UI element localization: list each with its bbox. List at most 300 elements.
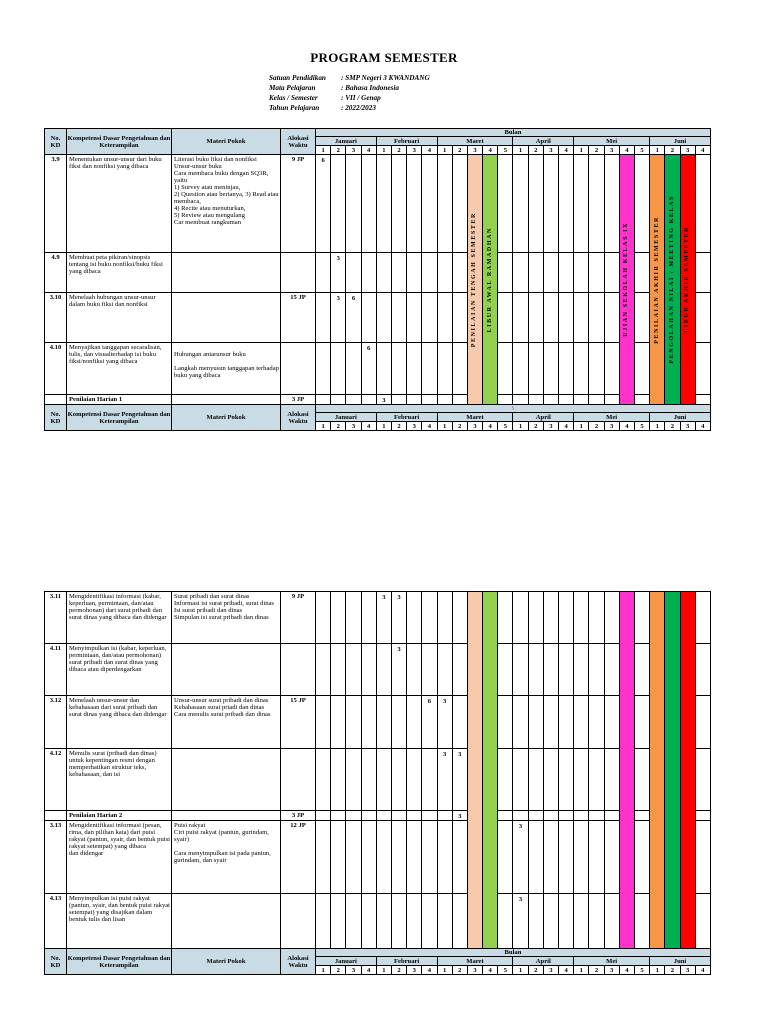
week-cell [331, 592, 346, 644]
meta-value: : SMP Negeri 3 KWANDANG [341, 74, 430, 82]
materi-pokok: Unsur-unsur surat pribadi dan dinas Kebahasaan surat priadi dan dinas Cara menulis surat pribadi dan dinas [172, 696, 281, 749]
week-cell [376, 696, 391, 749]
week-number: 3 [543, 422, 558, 431]
week-cell [498, 293, 513, 343]
week-cell [316, 592, 331, 644]
week-cell [695, 293, 710, 343]
week-cell [498, 894, 513, 949]
week-cell [452, 821, 467, 894]
week-cell: 6 [422, 696, 437, 749]
week-number: 2 [391, 146, 406, 155]
week-cell: 3 [376, 395, 391, 405]
meta-row [269, 93, 430, 103]
week-cell [422, 749, 437, 811]
marker-label: LIBUR AKHIR SEMESTER [684, 226, 691, 333]
schedule-table-top [44, 128, 711, 431]
table-row [45, 696, 711, 749]
week-cell: 6 [316, 155, 331, 253]
week-cell [604, 749, 619, 811]
week-cell [437, 253, 452, 293]
week-cell [559, 253, 574, 293]
week-cell [589, 644, 604, 696]
kd-number: 4.11 [45, 644, 67, 696]
week-cell [346, 155, 361, 253]
week-number: 2 [665, 966, 680, 975]
kd-description: Menyimpulkan isi (kabar, keperluan, permintaan, dan/atau permohonan) surat pribadi dan surat dinas yang dibaca atau diperdengarkan [67, 644, 172, 696]
week-cell [391, 894, 406, 949]
week-number: 1 [376, 422, 391, 431]
week-cell [407, 894, 422, 949]
week-number: 2 [331, 966, 346, 975]
week-cell [513, 749, 528, 811]
week-cell: 6 [361, 343, 376, 395]
week-number: 3 [467, 422, 482, 431]
week-cell [361, 696, 376, 749]
week-cell [604, 293, 619, 343]
week-cell [346, 395, 361, 405]
week-cell [513, 592, 528, 644]
kd-description: Penilaian Harian 2 [67, 811, 172, 821]
alokasi-waktu [281, 894, 316, 949]
week-number: 1 [376, 966, 391, 975]
week-number: 5 [634, 422, 649, 431]
week-number: 1 [437, 422, 452, 431]
week-cell [589, 749, 604, 811]
kd-description: Menulis surat (pribadi dan dinas) untuk kepentingan resmi dengan memperhatikan struktur teks, kebahasaan, dan isi [67, 749, 172, 811]
week-cell [695, 253, 710, 293]
week-cell [559, 696, 574, 749]
month-februari: Februari [376, 137, 437, 146]
week-cell [316, 696, 331, 749]
week-cell [376, 343, 391, 395]
week-number: 3 [346, 422, 361, 431]
week-cell [498, 253, 513, 293]
week-cell [634, 811, 649, 821]
week-number: 3 [346, 146, 361, 155]
kd-number: 3.10 [45, 293, 67, 343]
week-number: 4 [483, 966, 498, 975]
materi-pokok [172, 644, 281, 696]
week-cell [589, 811, 604, 821]
month-mei: Mei [574, 957, 650, 966]
week-cell [361, 894, 376, 949]
table-row [45, 343, 711, 395]
week-cell [452, 155, 467, 253]
materi-pokok [172, 395, 281, 405]
kd-number [45, 811, 67, 821]
week-cell [559, 644, 574, 696]
week-cell [346, 749, 361, 811]
week-cell [604, 253, 619, 293]
week-cell [589, 293, 604, 343]
week-number: 1 [513, 146, 528, 155]
week-number: 3 [346, 966, 361, 975]
week-number: 3 [543, 966, 558, 975]
header-kompetensi: Kompetensi Dasar Pengetahuan dan Keterampilan [67, 405, 172, 431]
meta-row [269, 83, 430, 93]
week-cell [422, 343, 437, 395]
week-cell [604, 395, 619, 405]
week-cell [391, 749, 406, 811]
week-cell [695, 821, 710, 894]
week-number: 1 [316, 146, 331, 155]
header-alokasi: Alokasi Waktu [281, 949, 316, 975]
meta-value: : 2022/2023 [341, 104, 376, 112]
week-cell [559, 811, 574, 821]
week-cell [498, 343, 513, 395]
header-materi: Materi Pokok [172, 405, 281, 431]
week-cell [634, 395, 649, 405]
week-number: 2 [452, 146, 467, 155]
week-cell [513, 395, 528, 405]
week-cell [528, 749, 543, 811]
materi-pokok: Hubungan antarunsur buku Langkah menyusun tanggapan terhadap buku yang dibaca [172, 343, 281, 395]
week-cell [528, 253, 543, 293]
week-number: 4 [361, 966, 376, 975]
materi-pokok [172, 749, 281, 811]
week-cell [316, 811, 331, 821]
week-cell [361, 644, 376, 696]
week-number: 2 [452, 422, 467, 431]
week-cell [391, 696, 406, 749]
week-number: 5 [634, 146, 649, 155]
week-cell: 3 [391, 592, 406, 644]
header-kompetensi: Kompetensi Dasar Pengetahuan dan Keterampilan [67, 129, 172, 155]
kd-number: 4.10 [45, 343, 67, 395]
week-cell [589, 821, 604, 894]
week-number: 3 [604, 966, 619, 975]
header-bulan: Bulan [316, 949, 711, 957]
week-cell [346, 894, 361, 949]
alokasi-waktu: 3 JP [281, 395, 316, 405]
week-cell [316, 395, 331, 405]
week-cell [407, 696, 422, 749]
week-cell [422, 395, 437, 405]
week-number: 3 [604, 422, 619, 431]
alokasi-waktu: 9 JP [281, 155, 316, 253]
week-cell [361, 253, 376, 293]
month-april: April [513, 137, 574, 146]
month-mei: Mei [574, 137, 650, 146]
week-cell [498, 696, 513, 749]
header-materi: Materi Pokok [172, 129, 281, 155]
week-cell [528, 811, 543, 821]
kd-number: 4.12 [45, 749, 67, 811]
week-cell [407, 749, 422, 811]
header-alokasi: Alokasi Waktu [281, 129, 316, 155]
week-cell [346, 644, 361, 696]
week-cell [422, 592, 437, 644]
week-cell [574, 696, 589, 749]
alokasi-waktu [281, 343, 316, 395]
meta-row [269, 103, 430, 113]
week-cell [543, 696, 558, 749]
week-cell [361, 821, 376, 894]
schedule-marker-band [467, 592, 482, 949]
week-number: 3 [680, 422, 695, 431]
header-materi: Materi Pokok [172, 949, 281, 975]
week-cell [574, 821, 589, 894]
table-row [45, 894, 711, 949]
week-number: 1 [316, 966, 331, 975]
week-cell [376, 749, 391, 811]
week-cell [437, 592, 452, 644]
week-number: 4 [483, 422, 498, 431]
meta-value: : Bahasa Indonesia [341, 84, 399, 92]
week-cell [574, 343, 589, 395]
week-cell [316, 343, 331, 395]
week-cell [346, 821, 361, 894]
kd-description: Mengidentifikasi informasi (pesan, rima, dan pilihan kata) dari puisi rakyat (pantun, syair, dan bentuk puisi rakyat setempat) yang dibaca dan didengar [67, 821, 172, 894]
week-number: 1 [574, 966, 589, 975]
schedule-marker-band [650, 592, 665, 949]
kd-number: 3.12 [45, 696, 67, 749]
header-bulan: Bulan [316, 129, 711, 137]
week-cell [422, 894, 437, 949]
week-cell: 3 [376, 592, 391, 644]
week-cell [528, 395, 543, 405]
week-cell [498, 644, 513, 696]
week-cell [513, 811, 528, 821]
week-cell [559, 293, 574, 343]
week-number: 1 [376, 146, 391, 155]
week-cell: 3 [437, 749, 452, 811]
materi-pokok: Literasi buku fiksi dan nonfiksi Unsur-unsur buku Cara membaca buku dengan SQ3R, yaitu 1) Survey atau meninjau, 2) Question atau bertanya, 3) Read atau membaca, 4) Recite atau menuturkan, 5) Review atau mengulang Car membuat rangkuman [172, 155, 281, 253]
week-number: 5 [498, 422, 513, 431]
week-cell: 6 [346, 293, 361, 343]
week-number: 4 [559, 966, 574, 975]
week-cell [589, 343, 604, 395]
alokasi-waktu: 9 JP [281, 592, 316, 644]
week-cell [559, 749, 574, 811]
materi-pokok [172, 253, 281, 293]
week-cell: 3 [331, 293, 346, 343]
kd-number: 3.9 [45, 155, 67, 253]
week-cell [316, 894, 331, 949]
week-number: 4 [695, 422, 710, 431]
week-cell [574, 592, 589, 644]
alokasi-waktu: 12 JP [281, 821, 316, 894]
month-april: April [513, 413, 574, 422]
table-row [45, 644, 711, 696]
week-cell [634, 749, 649, 811]
header-row [45, 405, 711, 413]
schedule-marker-band [619, 592, 634, 949]
month-juni: Juni [650, 413, 711, 422]
month-maret: Maret [437, 413, 513, 422]
kd-description: Menyimpulkan isi puisi rakyat (pantun, syair, dan bentuk puisi rakyat setempat) yang disajikan dalam bentuk tulis dan lisan [67, 894, 172, 949]
week-number: 3 [680, 966, 695, 975]
kd-number [45, 395, 67, 405]
week-number: 2 [528, 422, 543, 431]
month-februari: Februari [376, 957, 437, 966]
week-cell [437, 343, 452, 395]
month-januari: Januari [316, 137, 377, 146]
document-meta [269, 73, 430, 113]
week-cell [695, 395, 710, 405]
kd-description: Menelaah hubungan unsur-unsur dalam buku fiksi dan nonfiksi [67, 293, 172, 343]
week-number: 5 [498, 966, 513, 975]
week-cell [422, 155, 437, 253]
week-number: 4 [361, 422, 376, 431]
week-cell [528, 592, 543, 644]
week-cell [376, 894, 391, 949]
kd-number: 4.13 [45, 894, 67, 949]
week-number: 4 [695, 966, 710, 975]
week-cell [543, 894, 558, 949]
week-cell [422, 293, 437, 343]
week-cell [376, 644, 391, 696]
marker-label: PENILAIAN TENGAH SEMESTER [471, 211, 478, 348]
week-cell [452, 395, 467, 405]
week-cell [437, 644, 452, 696]
week-cell [331, 696, 346, 749]
week-cell [407, 155, 422, 253]
week-cell [604, 155, 619, 253]
week-cell: 3 [452, 811, 467, 821]
week-number: 2 [391, 966, 406, 975]
schedule-table-bottom [44, 591, 711, 975]
week-cell: 3 [513, 821, 528, 894]
week-cell [391, 821, 406, 894]
week-cell [574, 293, 589, 343]
week-cell [528, 343, 543, 395]
week-cell [498, 592, 513, 644]
week-cell [543, 343, 558, 395]
week-cell [316, 644, 331, 696]
week-number: 5 [634, 966, 649, 975]
kd-number: 3.11 [45, 592, 67, 644]
week-number: 4 [361, 146, 376, 155]
week-cell [543, 592, 558, 644]
week-cell [589, 395, 604, 405]
week-cell [452, 592, 467, 644]
month-februari: Februari [376, 413, 437, 422]
week-number: 4 [483, 146, 498, 155]
week-cell [574, 155, 589, 253]
week-cell [513, 343, 528, 395]
week-cell [346, 592, 361, 644]
meta-label: Kelas / Semester [269, 94, 318, 102]
week-number: 2 [331, 422, 346, 431]
materi-pokok: Surat pribadi dan surat dinas Informasi isi surat pribadi, surat dinas Isi surat pribadi dan dinas Simpulan isi surat pribadi dan dinas [172, 592, 281, 644]
week-cell [695, 811, 710, 821]
week-cell [376, 155, 391, 253]
week-cell [361, 155, 376, 253]
materi-pokok [172, 894, 281, 949]
week-cell [452, 696, 467, 749]
week-number: 3 [604, 146, 619, 155]
week-cell [391, 395, 406, 405]
week-cell [528, 644, 543, 696]
week-cell [634, 155, 649, 253]
week-cell [391, 343, 406, 395]
week-cell [543, 821, 558, 894]
meta-label: Satuan Pendidikan [269, 74, 326, 82]
kd-number: 4.9 [45, 253, 67, 293]
week-cell [634, 592, 649, 644]
page-title: PROGRAM SEMESTER [310, 50, 458, 65]
marker-label: UJIAN SEKOLAH KELAS IX [623, 222, 630, 337]
week-cell [452, 343, 467, 395]
week-cell [452, 293, 467, 343]
week-cell [559, 592, 574, 644]
alokasi-waktu: 3 JP [281, 811, 316, 821]
week-cell [437, 821, 452, 894]
schedule-marker-band [680, 592, 695, 949]
week-cell [437, 894, 452, 949]
week-number: 2 [589, 422, 604, 431]
week-number: 4 [422, 146, 437, 155]
week-cell [543, 155, 558, 253]
schedule-marker-band [619, 155, 634, 405]
week-cell [391, 293, 406, 343]
table-row [45, 395, 711, 405]
header-kompetensi: Kompetensi Dasar Pengetahuan dan Keterampilan [67, 949, 172, 975]
alokasi-waktu: 15 JP [281, 696, 316, 749]
kd-description: Penilaian Harian 1 [67, 395, 172, 405]
week-cell [452, 644, 467, 696]
week-cell [559, 343, 574, 395]
week-cell [543, 644, 558, 696]
week-cell [604, 644, 619, 696]
schedule-marker-band [483, 592, 498, 949]
table-row [45, 293, 711, 343]
week-cell: 3 [513, 894, 528, 949]
week-cell [513, 155, 528, 253]
materi-pokok [172, 811, 281, 821]
week-number: 4 [619, 422, 634, 431]
week-cell [559, 155, 574, 253]
schedule-marker-band [467, 155, 482, 405]
week-cell [376, 293, 391, 343]
week-cell [528, 894, 543, 949]
week-number: 1 [513, 422, 528, 431]
week-number: 1 [574, 422, 589, 431]
week-cell [589, 155, 604, 253]
week-cell [452, 894, 467, 949]
kd-number: 3.13 [45, 821, 67, 894]
week-cell: 3 [437, 696, 452, 749]
table-row [45, 592, 711, 644]
week-cell [437, 155, 452, 253]
week-number: 2 [589, 966, 604, 975]
week-cell [346, 811, 361, 821]
week-cell [543, 293, 558, 343]
week-cell [331, 155, 346, 253]
week-cell [331, 894, 346, 949]
week-cell [407, 811, 422, 821]
week-cell [574, 811, 589, 821]
week-cell [407, 592, 422, 644]
week-cell [695, 894, 710, 949]
week-cell [559, 395, 574, 405]
kd-description: Membuat peta pikiran/sinopsis tentang isi buku nonfiksi/buku fiksi yang dibaca [67, 253, 172, 293]
week-cell [437, 811, 452, 821]
week-cell [604, 343, 619, 395]
week-cell [574, 749, 589, 811]
week-cell: 3 [331, 253, 346, 293]
week-cell [513, 253, 528, 293]
week-cell [634, 821, 649, 894]
kd-description: Menelaah unsur-unsur dan kebahasaan dari surat pribadi dan surat dinas yang dibaca dan didengar [67, 696, 172, 749]
week-cell [331, 644, 346, 696]
week-cell [361, 592, 376, 644]
week-cell [513, 696, 528, 749]
week-cell [346, 343, 361, 395]
week-cell [634, 696, 649, 749]
week-cell [589, 253, 604, 293]
